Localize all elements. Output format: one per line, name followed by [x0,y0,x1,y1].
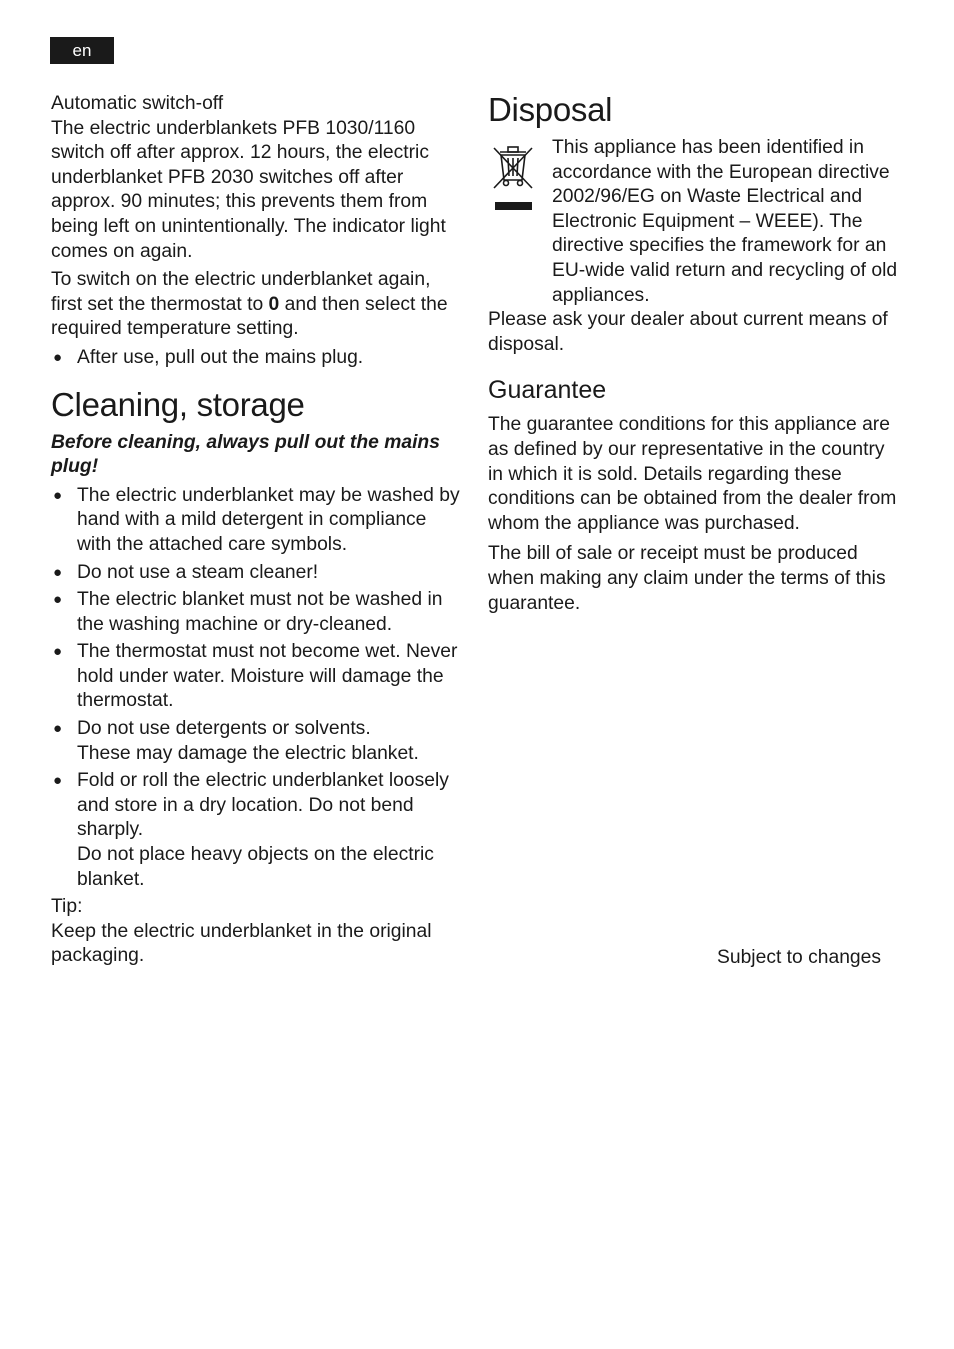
thermostat-zero: 0 [268,293,280,315]
tip-label: Tip: [51,896,83,918]
language-tab: en [50,37,114,64]
bullet-icon: ● [53,348,63,366]
list-item [51,588,463,637]
switch-on-text-a: To switch on the electric underblanket again, first set the thermostat to [51,269,431,315]
bullet-icon: ● [53,486,63,504]
list-item [51,769,463,892]
auto-switch-list [51,346,463,371]
list-item [51,346,463,371]
guarantee-paragraph-1: The guarantee conditions for this appliance are as defined by our representative in the country in which it is sold. Details regarding these conditions can be obtained from the dealer from whom the appliance was purchased. [488,414,897,534]
bullet-text: Do not place heavy objects on the electric blanket. [77,844,434,890]
disposal-dealer: Please ask your dealer about current means of disposal. [488,309,888,355]
bullet-text: Fold or roll the electric underblanket loosely and store in a dry location. Do not bend sharply. [77,770,449,841]
tip-text: Keep the electric underblanket in the original packaging. [51,920,432,967]
bullet-text: The electric underblanket may be washed by hand with a mild detergent in compliance with the attached care symbols. [77,484,460,555]
bullet-text: Do not use a steam cleaner! [77,561,319,583]
left-column [51,90,463,973]
bullet-text: After use, pull out the mains plug. [77,346,364,368]
cleaning-list [51,484,463,893]
bullet-text: The thermostat must not become wet. Never hold under water. Moisture will damage the thermostat. [77,641,458,712]
list-item [51,717,463,766]
list-item [51,484,463,558]
bullet-text: Do not use detergents or solvents. [77,718,371,740]
auto-switch-heading: Automatic switch-off [51,93,224,114]
bullet-icon: ● [53,563,63,581]
list-item [51,561,463,586]
guarantee-paragraph-2: The bill of sale or receipt must be produced when making any claim under the terms of this guarantee. [488,543,886,614]
bullet-icon: ● [53,643,63,661]
list-item [51,640,463,714]
switch-on-paragraph [51,268,463,342]
guarantee-title: Guarantee [488,376,607,405]
bullet-icon: ● [53,772,63,790]
auto-switch-paragraph: The electric underblankets PFB 1030/1160 switch off after approx. 12 hours, the electric underblanket PFB 2030 switches off after approx. 90 minutes; this prevents them from being left on unintentionally. The indicator light comes on again. [51,117,446,262]
bullet-icon: ● [53,720,63,738]
disposal-title: Disposal [488,91,613,128]
cleaning-warning: Before cleaning, always pull out the mains plug! [51,431,440,478]
cleaning-title: Cleaning, storage [51,385,305,423]
bullet-icon: ● [53,591,63,609]
disposal-block [488,136,900,308]
subject-to-changes: Subject to changes [717,947,882,968]
weee-crossed-bin-icon [488,142,540,212]
right-column [488,90,900,620]
disposal-text: This appliance has been identified in accordance with the European directive 2002/96/EG on Waste Electrical and Electronic Equipment – WEEE). The directive specifies the framework for an EU-wide valid return and recycling of old appliances. [552,137,898,306]
bullet-text: The electric blanket must not be washed in the washing machine or dry-cleaned. [77,589,443,635]
bullet-text: These may damage the electric blanket. [77,742,419,764]
switch-on-text-b: and then select the required temperature setting. [51,293,448,340]
